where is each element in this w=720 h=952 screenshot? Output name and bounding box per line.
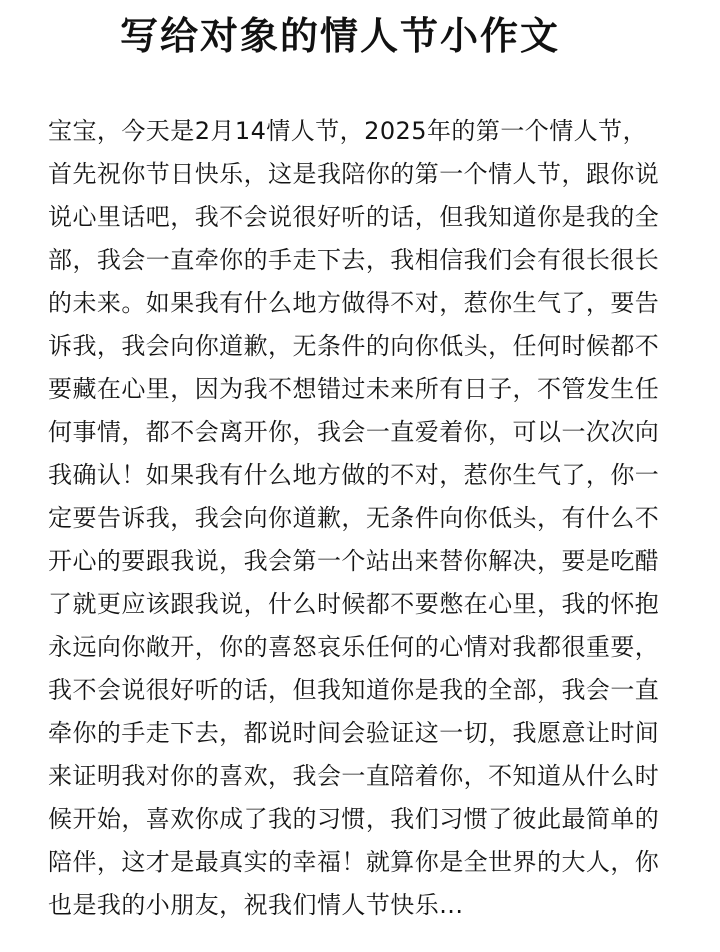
article-line: 的未来。如果我有什么地方做得不对，惹你生气了，要告 xyxy=(48,289,660,317)
page-title: 写给对象的情人节小作文 xyxy=(119,14,560,58)
article-line: 诉我，我会向你道歉，无条件的向你低头，任何时候都不 xyxy=(48,332,660,360)
article-line: 部，我会一直牵你的手走下去，我相信我们会有很长很长 xyxy=(48,246,660,274)
article-line: 了就更应该跟我说，什么时候都不要憋在心里，我的怀抱 xyxy=(48,590,660,618)
article-line: 候开始，喜欢你成了我的习惯，我们习惯了彼此最简单的 xyxy=(48,805,660,833)
article-line: 首先祝你节日快乐，这是我陪你的第一个情人节，跟你说 xyxy=(48,160,660,188)
article-line: 也是我的小朋友，祝我们情人节快乐... xyxy=(48,891,464,919)
article-line: 牵你的手走下去，都说时间会验证这一切，我愿意让时间 xyxy=(48,719,660,747)
article-line: 我确认！如果我有什么地方做的不对，惹你生气了，你一 xyxy=(48,461,660,489)
article-line: 要藏在心里，因为我不想错过未来所有日子，不管发生任 xyxy=(48,375,660,403)
article-line: 定要告诉我，我会向你道歉，无条件向你低头，有什么不 xyxy=(48,504,660,532)
article-line: 来证明我对你的喜欢，我会一直陪着你，不知道从什么时 xyxy=(48,762,660,790)
article-line: 开心的要跟我说，我会第一个站出来替你解决，要是吃醋 xyxy=(48,547,660,575)
article-line: 宝宝，今天是2月14情人节，2025年的第一个情人节， xyxy=(48,117,648,145)
article-line: 我不会说很好听的话，但我知道你是我的全部，我会一直 xyxy=(48,676,660,704)
article-body xyxy=(48,110,688,927)
article-line: 说心里话吧，我不会说很好听的话，但我知道你是我的全 xyxy=(48,203,660,231)
article-line: 永远向你敞开，你的喜怒哀乐任何的心情对我都很重要， xyxy=(48,633,660,661)
article-line: 陪伴，这才是最真实的幸福！就算你是全世界的大人，你 xyxy=(48,848,660,876)
article-line: 何事情，都不会离开你，我会一直爱着你，可以一次次向 xyxy=(48,418,660,446)
